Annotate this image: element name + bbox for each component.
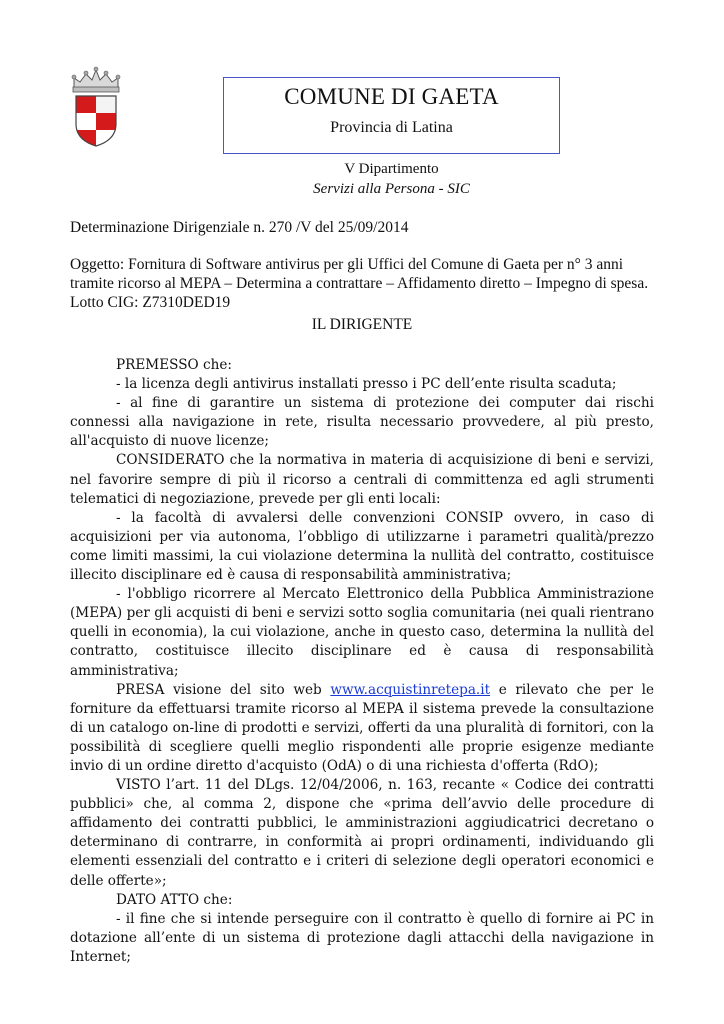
section-heading: IL DIRIGENTE xyxy=(311,316,413,333)
paragraph-premesso: PREMESSO che: xyxy=(116,357,232,373)
municipality-title: COMUNE DI GAETA xyxy=(284,84,499,109)
paragraph-consip: - la facoltà di avvalersi delle convenzioni CONSIP ovvero, in caso di acquisizioni per via autonoma, l’obbligo di utilizzarne i parametri qualità/prezzo come limiti massimi, la cui violazione determina la nullità del contratto, costituisce illecito disciplinare ed è causa di responsabilità amministrativa; xyxy=(70,509,654,584)
paragraph-contract-purpose: - il fine che si intende perseguire con il contratto è quello di fornire ai PC in dotazione all’ente di un sistema di protezione dagli attacchi della navigazione in Internet; xyxy=(70,910,654,965)
municipality-header-box xyxy=(223,77,560,154)
acquistinretepa-link[interactable]: www.acquistinretepa.it xyxy=(330,681,491,698)
document-body xyxy=(70,356,654,967)
determination-number: Determinazione Dirigenziale n. 270 /V del 25/09/2014 xyxy=(70,219,409,236)
paragraph-protection-need: - al fine di garantire un sistema di protezione dei computer dai rischi connessi alla navigazione in rete, risulta necessario provvedere, al più presto, all'acquisto di nuove licenze; xyxy=(70,395,654,450)
paragraph-considerato: CONSIDERATO che la normativa in materia di acquisizione di beni e servizi, nel favorire sempre di più il ricorso a centrali di committenza ed agli strumenti telematici di negoziazione, prevede per gli enti locali: xyxy=(70,452,654,507)
document-subject: Oggetto: Fornitura di Software antivirus per gli Uffici del Comune di Gaeta per n° 3 anni tramite ricorso al MEPA – Determina a contrattare – Affidamento diretto – Impegno di spesa. Lotto CIG: Z7310DED19 xyxy=(70,256,649,311)
paragraph-mepa-obligation: - l'obbligo ricorrere al Mercato Elettronico della Pubblica Amministrazione (MEPA) per gli acquisti di beni e servizi sotto soglia comunitaria (nei quali rientrano quelli in economia), la cui violazione, anche in questo caso, determina la nullità del contratto, costituisce illecito disciplinare ed è causa di responsabilità amministrativa; xyxy=(70,586,654,679)
paragraph-dato-atto: DATO ATTO che: xyxy=(116,891,233,908)
province-name: Provincia di Latina xyxy=(330,119,453,136)
text-segment: PRESA visione del sito web xyxy=(116,681,331,698)
paragraph-presa-visione xyxy=(70,681,654,776)
department-subtitle: Servizi alla Persona - SIC xyxy=(313,181,470,197)
department-name: V Dipartimento xyxy=(344,161,439,177)
coat-of-arms-icon xyxy=(68,66,124,150)
paragraph-visto: VISTO l’art. 11 del DLgs. 12/04/2006, n. 163, recante « Codice dei contratti pubblici» che, al comma 2, dispone che «prima dell’avvio delle procedure di affidamento dei contratti pubblici, le amministrazioni aggiudicatrici decretano o determinano di contrarre, in conformità ai propri ordinamenti, individuando gli elementi essenziali del contratto e i criteri di selezione degli operatori economici e delle offerte»; xyxy=(70,777,654,889)
paragraph-license-expired: - la licenza degli antivirus installati presso i PC dell’ente risulta scaduta; xyxy=(116,376,617,393)
text-segment: e rilevato che per le forniture da effettuarsi tramite ricorso al MEPA il sistema prevede la consultazione di un catalogo on-line di prodotti e servizi, offerti da una pluralità di fornitori, con la possibilità di scegliere quelli meglio rispondenti alle proprie esigenze mediante invio di un ordine diretto d'acquisto (OdA) o di una richiesta d'offerta (RdO); xyxy=(70,681,654,774)
